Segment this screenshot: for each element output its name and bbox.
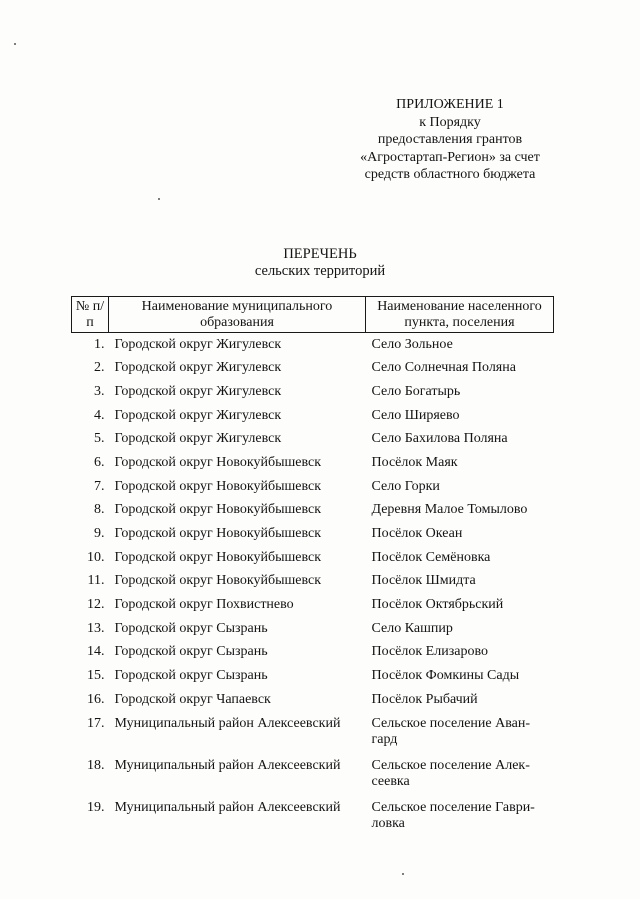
row-settlement-text: Посёлок Елизарово bbox=[371, 644, 488, 660]
row-number: 6. bbox=[94, 454, 105, 470]
row-number: 17. bbox=[87, 715, 105, 731]
row-settlement-text: Посёлок Океан bbox=[371, 526, 463, 541]
row-settlement bbox=[366, 546, 554, 570]
table-row bbox=[72, 640, 554, 664]
row-number: 3. bbox=[94, 383, 105, 399]
row-settlement bbox=[366, 498, 554, 522]
row-number: 19. bbox=[87, 799, 105, 815]
row-municipality: Городской округ Новокуйбышевск bbox=[114, 502, 322, 518]
row-settlement bbox=[366, 569, 554, 593]
row-number: 9. bbox=[94, 526, 105, 541]
header-municipality: Наименование муниципального образования bbox=[109, 297, 366, 333]
row-settlement-text: Село Горки bbox=[371, 478, 440, 494]
header-num: № п/п bbox=[72, 297, 109, 333]
row-number: 7. bbox=[94, 478, 105, 494]
table-row bbox=[72, 688, 554, 712]
row-settlement-text: Село Кашпир bbox=[371, 620, 453, 636]
row-municipality: Городской округ Жигулевск bbox=[114, 337, 282, 352]
table-row bbox=[72, 569, 554, 593]
row-settlement bbox=[366, 712, 554, 754]
row-municipality: Городской округ Новокуйбышевск bbox=[114, 549, 322, 565]
row-settlement-text: Деревня Малое Томылово bbox=[371, 502, 528, 518]
row-municipality: Городской округ Чапаевск bbox=[114, 691, 271, 707]
row-municipality: Городской округ Жигулевск bbox=[114, 431, 282, 447]
row-municipality: Муниципальный район Алексеевский bbox=[114, 715, 341, 731]
row-number: 11. bbox=[87, 573, 105, 589]
row-settlement bbox=[366, 451, 554, 475]
row-settlement-text: Село Солнечная Поляна bbox=[371, 360, 516, 376]
table-row bbox=[72, 451, 554, 475]
row-settlement bbox=[366, 380, 554, 404]
row-settlement bbox=[366, 754, 554, 796]
row-number: 10. bbox=[87, 549, 105, 565]
row-municipality: Городской округ Новокуйбышевск bbox=[114, 454, 322, 470]
row-settlement bbox=[366, 427, 554, 451]
annex-line: предоставления грантов bbox=[377, 132, 523, 147]
table-row bbox=[72, 754, 554, 796]
row-settlement-text: Сельское поселение Гаври-ловка bbox=[371, 799, 535, 831]
row-settlement-text: Село Бахилова Поляна bbox=[371, 431, 508, 447]
annex-line: средств областного бюджета bbox=[364, 167, 536, 182]
document-title bbox=[160, 246, 480, 280]
row-settlement bbox=[366, 593, 554, 617]
row-number: 12. bbox=[87, 597, 105, 613]
header-settlement: Наименование населенного пункта, поселения bbox=[366, 297, 554, 333]
row-municipality: Городской округ Похвистнево bbox=[114, 597, 294, 613]
annex-header bbox=[318, 96, 582, 184]
table-row bbox=[72, 356, 554, 380]
table-row bbox=[72, 475, 554, 499]
row-municipality: Городской округ Новокуйбышевск bbox=[114, 573, 322, 589]
row-number: 16. bbox=[87, 691, 105, 707]
table-row bbox=[72, 427, 554, 451]
row-settlement bbox=[366, 404, 554, 428]
row-number: 1. bbox=[94, 337, 105, 352]
row-settlement bbox=[366, 640, 554, 664]
row-settlement-text: Сельское поселение Аван-гард bbox=[371, 715, 531, 747]
row-number: 14. bbox=[87, 644, 105, 660]
row-settlement-text: Посёлок Маяк bbox=[371, 454, 458, 470]
row-municipality: Городской округ Жигулевск bbox=[114, 360, 282, 376]
table-row bbox=[72, 664, 554, 688]
table-row bbox=[72, 380, 554, 404]
row-municipality: Городской округ Сызрань bbox=[114, 620, 268, 636]
row-settlement bbox=[366, 796, 554, 838]
row-settlement bbox=[366, 333, 554, 357]
row-settlement bbox=[366, 664, 554, 688]
row-number: 15. bbox=[87, 668, 105, 684]
row-settlement-text: Посёлок Фомкины Сады bbox=[371, 668, 520, 684]
annex-line: «Агростартап-Регион» за счет bbox=[360, 149, 540, 165]
row-number: 13. bbox=[87, 620, 105, 636]
row-number: 4. bbox=[94, 407, 105, 423]
table-row bbox=[72, 712, 554, 754]
row-settlement-text: Посёлок Шмидта bbox=[371, 573, 476, 589]
row-settlement-text: Посёлок Октябрьский bbox=[371, 597, 504, 613]
row-settlement-text: Сельское поселение Алек-сеевка bbox=[371, 757, 530, 789]
row-settlement-text: Посёлок Семёновка bbox=[371, 549, 491, 565]
row-municipality: Муниципальный район Алексеевский bbox=[114, 799, 341, 815]
row-settlement bbox=[366, 522, 554, 546]
row-municipality: Городской округ Сызрань bbox=[114, 668, 268, 684]
row-number: 2. bbox=[94, 360, 105, 376]
table-body bbox=[72, 333, 554, 838]
scan-speck bbox=[158, 198, 160, 200]
annex-line: ПРИЛОЖЕНИЕ 1 bbox=[396, 97, 504, 112]
row-municipality: Городской округ Новокуйбышевск bbox=[114, 526, 322, 541]
row-settlement bbox=[366, 617, 554, 641]
row-number: 18. bbox=[87, 757, 105, 773]
table-row bbox=[72, 593, 554, 617]
table-row bbox=[72, 617, 554, 641]
table-header-row bbox=[72, 297, 554, 333]
row-settlement-text: Посёлок Рыбачий bbox=[371, 691, 478, 707]
row-settlement bbox=[366, 475, 554, 499]
row-settlement bbox=[366, 356, 554, 380]
row-municipality: Городской округ Жигулевск bbox=[114, 407, 282, 423]
row-number: 5. bbox=[94, 431, 105, 447]
row-settlement-text: Село Зольное bbox=[371, 337, 453, 352]
row-municipality: Городской округ Сызрань bbox=[114, 644, 268, 660]
scan-speck bbox=[14, 43, 16, 45]
table-row bbox=[72, 333, 554, 357]
row-municipality: Муниципальный район Алексеевский bbox=[114, 757, 341, 773]
row-settlement-text: Село Богатырь bbox=[371, 383, 461, 399]
row-settlement bbox=[366, 688, 554, 712]
table-row bbox=[72, 522, 554, 546]
table-row bbox=[72, 546, 554, 570]
title-heading: ПЕРЕЧЕНЬ bbox=[283, 246, 357, 262]
scan-speck bbox=[402, 873, 404, 875]
table-row bbox=[72, 498, 554, 522]
row-number: 8. bbox=[94, 502, 105, 518]
annex-line: к Порядку bbox=[419, 114, 481, 130]
table-row bbox=[72, 404, 554, 428]
table-row bbox=[72, 796, 554, 838]
territories-table bbox=[71, 296, 554, 838]
row-municipality: Городской округ Жигулевск bbox=[114, 383, 282, 399]
title-subheading: сельских территорий bbox=[254, 263, 386, 279]
row-municipality: Городской округ Новокуйбышевск bbox=[114, 478, 322, 494]
row-settlement-text: Село Ширяево bbox=[371, 407, 460, 423]
